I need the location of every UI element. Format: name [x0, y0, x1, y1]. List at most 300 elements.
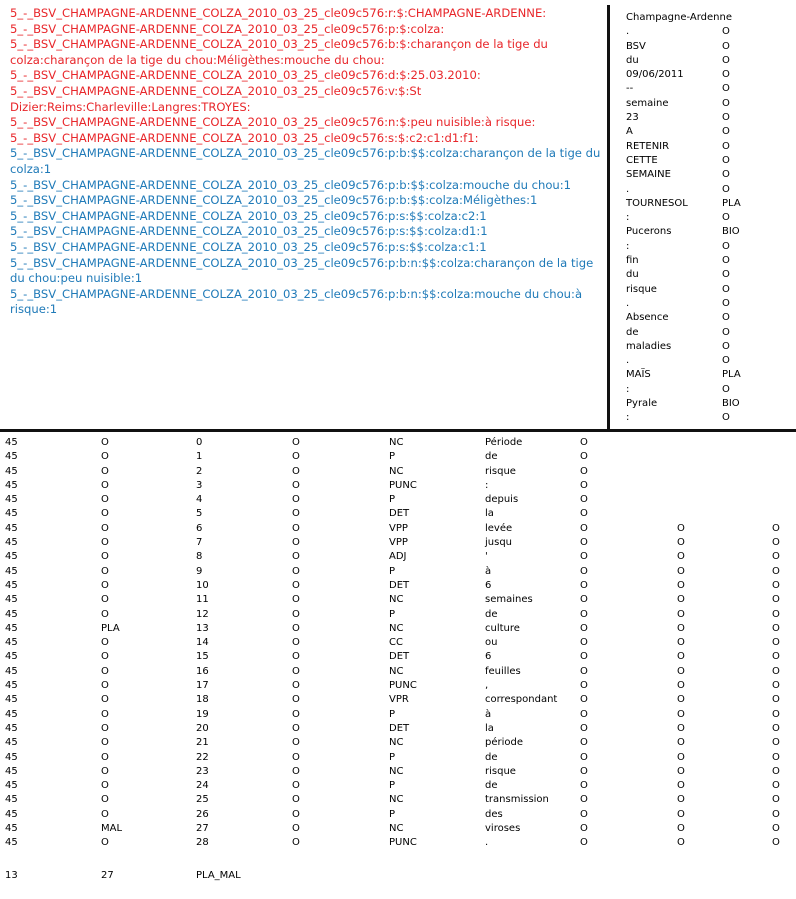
token-row: [626, 327, 796, 341]
table-row: [0, 437, 796, 451]
table-cell: O: [580, 494, 588, 506]
table-cell: 16: [196, 665, 209, 677]
table-cell: 4: [196, 494, 203, 506]
token-label: O: [722, 26, 730, 38]
table-cell: 45: [5, 708, 18, 720]
table-cell: O: [772, 579, 780, 591]
table-cell: O: [101, 522, 109, 534]
table-cell: 45: [5, 494, 18, 506]
table-cell: O: [580, 708, 588, 720]
table-cell: O: [292, 479, 300, 491]
table-cell: O: [101, 565, 109, 577]
table-cell: 45: [5, 594, 18, 606]
table-cell: PUNC: [389, 479, 417, 491]
table-cell: :: [485, 479, 489, 491]
table-cell: O: [772, 522, 780, 534]
table-cell: O: [580, 479, 588, 491]
table-cell: O: [101, 494, 109, 506]
table-cell: O: [677, 708, 685, 720]
token-label: O: [722, 340, 730, 352]
table-cell: VPR: [389, 694, 409, 706]
token-word: Champagne-Ardenne: [626, 12, 732, 23]
token-word: .: [626, 297, 630, 309]
table-cell: O: [772, 837, 780, 849]
table-cell: 5: [196, 508, 203, 520]
table-cell: P: [389, 751, 396, 763]
table-cell: 45: [5, 680, 18, 692]
table-cell: 3: [196, 479, 203, 491]
table-cell: 24: [196, 780, 209, 792]
table-cell: O: [772, 722, 780, 734]
table-cell: ': [485, 551, 488, 563]
table-cell: O: [677, 594, 685, 606]
table-cell: 45: [5, 622, 18, 634]
table-cell: O: [772, 780, 780, 792]
table-cell: 45: [5, 637, 18, 649]
token-word: du: [626, 54, 639, 66]
table-cell: O: [292, 823, 300, 835]
token-label: O: [722, 255, 730, 267]
table-row: [0, 752, 796, 766]
table-cell: 1: [196, 451, 203, 463]
table-row: [0, 651, 796, 665]
token-word: BSV: [626, 40, 646, 52]
table-cell: P: [389, 494, 396, 506]
table-cell: O: [101, 837, 109, 849]
table-cell: O: [580, 451, 588, 463]
token-label: O: [722, 183, 730, 195]
table-cell: O: [292, 708, 300, 720]
table-cell: O: [580, 694, 588, 706]
token-label: O: [722, 412, 730, 424]
token-row: [626, 69, 796, 83]
table-cell: NC: [389, 823, 404, 835]
token-row: [626, 341, 796, 355]
table-cell: 25: [196, 794, 209, 806]
table-cell: 21: [196, 737, 209, 749]
token-word: MAÏS: [626, 369, 651, 381]
table-row: [0, 508, 796, 522]
table-cell: 45: [5, 565, 18, 577]
token-label: O: [722, 69, 730, 81]
table-cell: Période: [485, 437, 523, 448]
token-row: [626, 369, 796, 383]
table-cell: O: [292, 579, 300, 591]
table-cell: 0: [196, 437, 203, 448]
table-cell: CC: [389, 637, 403, 649]
table-cell: jusqu: [485, 537, 513, 549]
token-label: O: [722, 54, 730, 66]
table-cell: PLA: [101, 622, 120, 634]
table-cell: O: [772, 751, 780, 763]
token-label: PLA: [722, 369, 741, 381]
table-cell: O: [580, 737, 588, 749]
table-cell: O: [677, 551, 685, 563]
token-row: [626, 312, 796, 326]
table-cell: 45: [5, 808, 18, 820]
table-cell: O: [292, 451, 300, 463]
table-cell: O: [101, 479, 109, 491]
table-row: [0, 609, 796, 623]
table-cell: P: [389, 451, 396, 463]
table-cell: O: [772, 823, 780, 835]
token-row: [626, 198, 796, 212]
table-cell: O: [292, 522, 300, 534]
table-cell: 45: [5, 522, 18, 534]
table-cell: 45: [5, 451, 18, 463]
table-cell: 45: [5, 737, 18, 749]
token-row: [626, 184, 796, 198]
annotation-line: 5_-_BSV_CHAMPAGNE-ARDENNE_COLZA_2010_03_25_cle09c576:p:b:$$:colza:Méligèthes:1: [10, 193, 538, 208]
table-cell: O: [772, 680, 780, 692]
table-cell: de: [485, 751, 498, 763]
annotation-line: 5_-_BSV_CHAMPAGNE-ARDENNE_COLZA_2010_03_25_cle09c576:r:$:CHAMPAGNE-ARDENNE:: [10, 6, 547, 20]
token-label: O: [722, 140, 730, 152]
annotation-line: 5_-_BSV_CHAMPAGNE-ARDENNE_COLZA_2010_03_25_cle09c576:v:$:St Dizier:Reims:Charleville:Langres:TROYES:: [10, 83, 422, 114]
table-cell: O: [580, 579, 588, 591]
table-cell: O: [101, 737, 109, 749]
table-row: [0, 494, 796, 508]
table-cell: O: [677, 579, 685, 591]
table-cell: 6: [196, 522, 203, 534]
table-cell: 6: [485, 579, 492, 591]
token-row: [626, 355, 796, 369]
table-cell: O: [677, 665, 685, 677]
table-cell: O: [580, 765, 588, 777]
table-cell: O: [580, 823, 588, 835]
token-row: [626, 112, 796, 126]
table-cell: O: [772, 808, 780, 820]
table-cell: O: [677, 537, 685, 549]
table-row: [0, 680, 796, 694]
table-cell: O: [101, 765, 109, 777]
token-word: 23: [626, 112, 639, 124]
table-cell: DET: [389, 722, 410, 734]
table-cell: de: [485, 780, 498, 792]
table-cell: O: [292, 494, 300, 506]
table-cell: O: [772, 665, 780, 677]
table-cell: NC: [389, 465, 404, 477]
token-word: Pyrale: [626, 398, 658, 410]
table-cell: NC: [389, 737, 404, 749]
token-row: [626, 255, 796, 269]
token-row: [626, 26, 796, 40]
table-cell: MAL: [101, 823, 123, 835]
token-row: [626, 126, 796, 140]
table-cell: O: [580, 808, 588, 820]
table-cell: O: [292, 694, 300, 706]
table-cell: O: [292, 637, 300, 649]
table-cell: O: [101, 780, 109, 792]
table-cell: O: [292, 751, 300, 763]
table-cell: O: [580, 651, 588, 663]
table-cell: 8: [196, 551, 203, 563]
token-word: .: [626, 26, 630, 38]
token-label: O: [722, 212, 730, 224]
token-word: A: [626, 126, 633, 138]
table-cell: O: [772, 551, 780, 563]
table-cell: O: [292, 608, 300, 620]
table-cell: O: [580, 751, 588, 763]
token-word: du: [626, 269, 639, 281]
table-cell: O: [580, 608, 588, 620]
table-cell: O: [772, 737, 780, 749]
token-word: de: [626, 326, 639, 338]
table-cell: 6: [485, 651, 492, 663]
table-cell: P: [389, 780, 396, 792]
table-cell: O: [292, 780, 300, 792]
table-cell: O: [772, 637, 780, 649]
table-cell: 45: [5, 722, 18, 734]
table-cell: O: [101, 808, 109, 820]
table-cell: O: [101, 465, 109, 477]
table-cell: à: [485, 565, 492, 577]
table-cell: O: [772, 765, 780, 777]
token-label: O: [722, 40, 730, 52]
table-cell: O: [101, 608, 109, 620]
table-cell: NC: [389, 622, 404, 634]
table-cell: 7: [196, 537, 203, 549]
token-label-column: [626, 12, 796, 427]
token-row: [626, 169, 796, 183]
token-table: [0, 437, 796, 852]
token-word: TOURNESOL: [626, 197, 688, 209]
table-cell: culture: [485, 622, 520, 634]
token-row: [626, 398, 796, 412]
table-cell: 45: [5, 608, 18, 620]
token-label: O: [722, 355, 730, 367]
token-label: O: [722, 283, 730, 295]
table-cell: O: [772, 537, 780, 549]
token-word: fin: [626, 255, 639, 267]
table-cell: 27: [196, 823, 209, 835]
table-row: [0, 794, 796, 808]
token-row: [626, 98, 796, 112]
table-cell: O: [292, 551, 300, 563]
table-cell: O: [292, 794, 300, 806]
table-row: [0, 694, 796, 708]
table-cell: O: [292, 722, 300, 734]
annotation-line: 5_-_BSV_CHAMPAGNE-ARDENNE_COLZA_2010_03_25_cle09c576:p:s:$$:colza:c1:1: [10, 239, 487, 254]
token-label: O: [722, 83, 730, 95]
token-word: :: [626, 240, 630, 252]
token-word: semaine: [626, 97, 669, 109]
table-cell: P: [389, 708, 396, 720]
table-row: [0, 737, 796, 751]
table-cell: 45: [5, 780, 18, 792]
annotation-line: 5_-_BSV_CHAMPAGNE-ARDENNE_COLZA_2010_03_25_cle09c576:p:s:$$:colza:d1:1: [10, 224, 488, 239]
table-cell: 13: [196, 622, 209, 634]
table-cell: O: [101, 794, 109, 806]
table-row: [0, 723, 796, 737]
table-cell: 9: [196, 565, 203, 577]
table-cell: O: [677, 794, 685, 806]
table-cell: des: [485, 808, 503, 820]
table-row: [0, 637, 796, 651]
table-cell: O: [292, 665, 300, 677]
token-word: SEMAINE: [626, 169, 671, 181]
table-cell: la: [485, 722, 494, 734]
table-cell: O: [101, 665, 109, 677]
table-cell: O: [101, 694, 109, 706]
table-cell: O: [292, 622, 300, 634]
table-row: [0, 780, 796, 794]
token-row: [626, 155, 796, 169]
annotation-line: 5_-_BSV_CHAMPAGNE-ARDENNE_COLZA_2010_03_25_cle09c576:p:b:$$:colza:mouche du chou:1: [10, 177, 572, 192]
table-cell: 22: [196, 751, 209, 763]
token-row: [626, 141, 796, 155]
table-cell: 45: [5, 694, 18, 706]
token-row: [626, 384, 796, 398]
table-cell: O: [580, 565, 588, 577]
token-row: [626, 55, 796, 69]
table-cell: O: [292, 651, 300, 663]
table-cell: O: [677, 608, 685, 620]
token-word: CETTE: [626, 154, 658, 166]
table-cell: O: [677, 751, 685, 763]
table-cell: O: [677, 808, 685, 820]
token-label: BIO: [722, 226, 740, 238]
table-row: [0, 551, 796, 565]
table-cell: O: [101, 722, 109, 734]
token-row: [626, 241, 796, 255]
token-row: [626, 269, 796, 283]
table-cell: P: [389, 608, 396, 620]
token-label: O: [722, 97, 730, 109]
table-cell: O: [677, 622, 685, 634]
table-cell: O: [677, 823, 685, 835]
table-row: [0, 666, 796, 680]
table-cell: 45: [5, 837, 18, 849]
table-row: [0, 809, 796, 823]
summary-index: 27: [101, 870, 114, 881]
table-cell: PUNC: [389, 837, 417, 849]
table-cell: 45: [5, 823, 18, 835]
table-cell: de: [485, 608, 498, 620]
table-cell: O: [292, 680, 300, 692]
summary-count: 13: [5, 870, 18, 881]
table-cell: 26: [196, 808, 209, 820]
table-cell: O: [580, 794, 588, 806]
table-cell: O: [677, 680, 685, 692]
token-label: O: [722, 112, 730, 124]
table-cell: O: [580, 508, 588, 520]
table-cell: O: [772, 794, 780, 806]
summary-row: [0, 870, 796, 884]
table-cell: 45: [5, 537, 18, 549]
horizontal-divider: [0, 429, 796, 432]
annotation-panel: [10, 6, 605, 318]
token-word: :: [626, 412, 630, 424]
table-cell: O: [101, 537, 109, 549]
token-label: O: [722, 126, 730, 138]
annotation-line: 5_-_BSV_CHAMPAGNE-ARDENNE_COLZA_2010_03_25_cle09c576:p:b:$$:colza:charançon de la tige du colza:1: [10, 146, 601, 176]
table-cell: 28: [196, 837, 209, 849]
table-cell: 45: [5, 579, 18, 591]
token-row: [626, 298, 796, 312]
table-cell: O: [580, 551, 588, 563]
table-cell: ,: [485, 680, 489, 692]
token-label: O: [722, 240, 730, 252]
table-row: [0, 523, 796, 537]
table-cell: 45: [5, 751, 18, 763]
table-cell: O: [580, 537, 588, 549]
table-cell: viroses: [485, 823, 521, 835]
table-cell: 14: [196, 637, 209, 649]
table-cell: 23: [196, 765, 209, 777]
table-cell: O: [772, 594, 780, 606]
table-cell: O: [101, 637, 109, 649]
table-cell: risque: [485, 465, 516, 477]
token-label: O: [722, 383, 730, 395]
token-word: Absence: [626, 312, 669, 324]
token-word: maladies: [626, 340, 672, 352]
token-word: .: [626, 355, 630, 367]
table-cell: O: [292, 537, 300, 549]
table-cell: O: [101, 451, 109, 463]
table-cell: 45: [5, 465, 18, 477]
annotation-line: 5_-_BSV_CHAMPAGNE-ARDENNE_COLZA_2010_03_25_cle09c576:p:b:n:$$:colza:charançon de la tige du chou:peu nuisible:1: [10, 255, 594, 286]
table-cell: O: [677, 694, 685, 706]
table-cell: O: [580, 465, 588, 477]
table-cell: NC: [389, 794, 404, 806]
table-cell: O: [292, 437, 300, 448]
table-cell: ADJ: [389, 551, 407, 563]
token-label: O: [722, 312, 730, 324]
token-label: PLA: [722, 197, 741, 209]
table-row: [0, 837, 796, 851]
table-cell: O: [772, 694, 780, 706]
token-row: [626, 212, 796, 226]
table-cell: 17: [196, 680, 209, 692]
table-cell: O: [292, 508, 300, 520]
table-cell: 45: [5, 508, 18, 520]
annotation-line: 5_-_BSV_CHAMPAGNE-ARDENNE_COLZA_2010_03_25_cle09c576:n:$:peu nuisible:à risque:: [10, 115, 536, 130]
table-cell: 18: [196, 694, 209, 706]
token-word: 09/06/2011: [626, 69, 684, 81]
table-row: [0, 594, 796, 608]
table-cell: NC: [389, 594, 404, 606]
table-cell: O: [292, 465, 300, 477]
table-cell: DET: [389, 508, 410, 520]
table-cell: O: [677, 651, 685, 663]
table-cell: 45: [5, 794, 18, 806]
table-row: [0, 566, 796, 580]
table-cell: O: [292, 737, 300, 749]
table-cell: O: [772, 708, 780, 720]
token-row: [626, 412, 796, 426]
table-row: [0, 709, 796, 723]
table-cell: NC: [389, 437, 404, 448]
table-row: [0, 766, 796, 780]
token-row: [626, 284, 796, 298]
summary-label: PLA_MAL: [196, 870, 241, 881]
table-cell: transmission: [485, 794, 549, 806]
table-cell: NC: [389, 765, 404, 777]
table-cell: P: [389, 565, 396, 577]
table-cell: 19: [196, 708, 209, 720]
table-cell: O: [772, 622, 780, 634]
vertical-divider: [607, 5, 610, 429]
token-word: RETENIR: [626, 140, 670, 152]
table-row: [0, 466, 796, 480]
table-cell: O: [101, 751, 109, 763]
table-cell: 45: [5, 551, 18, 563]
table-cell: 45: [5, 479, 18, 491]
table-cell: O: [580, 680, 588, 692]
table-cell: O: [677, 722, 685, 734]
table-cell: O: [772, 608, 780, 620]
